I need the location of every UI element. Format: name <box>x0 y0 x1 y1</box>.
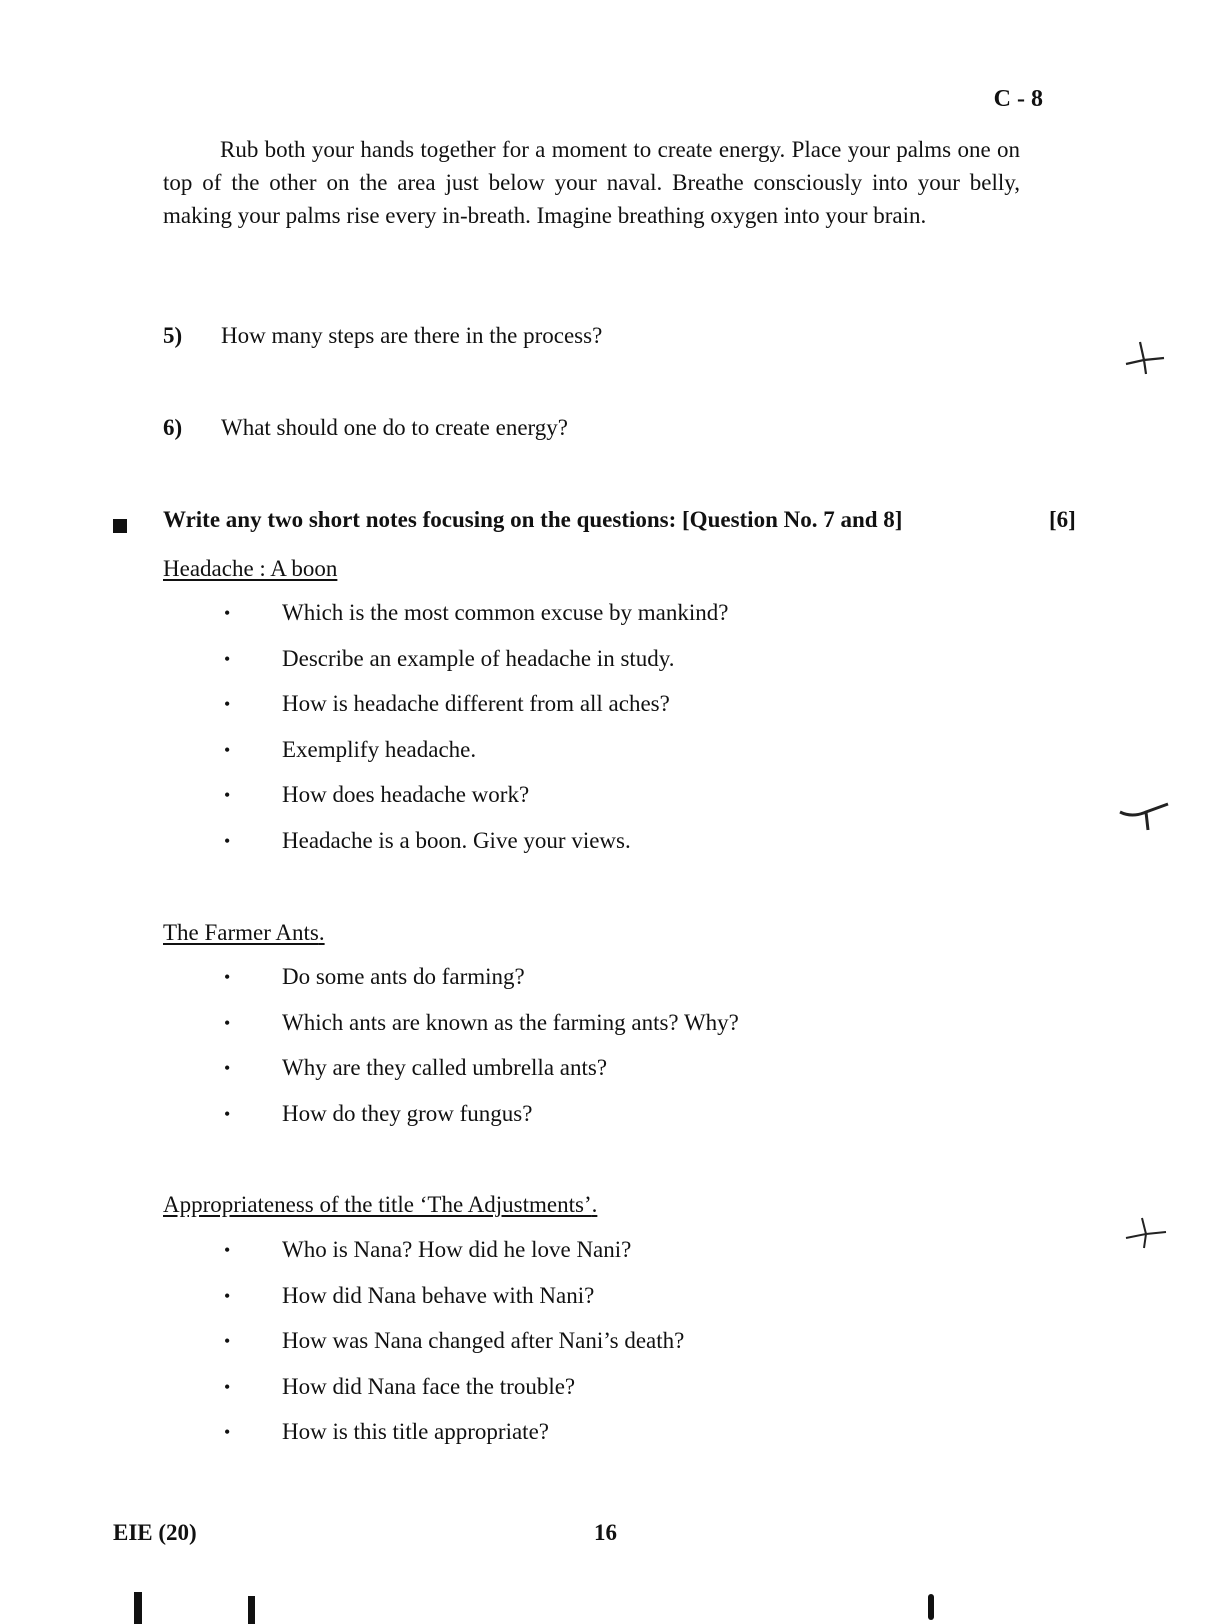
topic-title-adjustments: Appropriateness of the title ‘The Adjustments’. <box>163 1192 598 1217</box>
list-item: • How is headache different from all aches? <box>224 689 729 735</box>
scan-mark-icon <box>1118 798 1172 834</box>
scan-mark-icon <box>1120 338 1170 378</box>
topic-title-headache: Headache : A boon <box>163 556 338 581</box>
topic-points-headache <box>224 598 729 871</box>
list-item: • How did Nana behave with Nani? <box>224 1281 684 1327</box>
list-item: • Which is the most common excuse by mankind? <box>224 598 729 644</box>
list-item: • Describe an example of headache in study. <box>224 644 729 690</box>
list-item: • How did Nana face the trouble? <box>224 1372 684 1418</box>
list-item: • How does headache work? <box>224 780 729 826</box>
list-item: • How do they grow fungus? <box>224 1099 739 1145</box>
question-text: How many steps are there in the process? <box>221 323 603 348</box>
question-6 <box>163 415 568 441</box>
question-number: 5) <box>163 323 183 348</box>
square-bullet-icon <box>113 519 127 533</box>
passage-paragraph: Rub both your hands together for a moment to create energy. Place your palms one on top of the other on the area just below your naval. Breathe consciously into your belly, making your palms rise every in-breath. Imagine breathing oxygen into your brain. <box>163 137 1020 228</box>
list-item: • Who is Nana? How did he love Nani? <box>224 1235 684 1281</box>
list-item: • Exemplify headache. <box>224 735 729 781</box>
scan-bar-mark <box>134 1592 142 1624</box>
topic-points-adjustments <box>224 1235 684 1463</box>
scan-bar-mark <box>928 1594 934 1620</box>
section-marks: [6] <box>1049 507 1076 532</box>
question-number: 6) <box>163 415 183 440</box>
scan-mark-icon <box>1122 1214 1170 1252</box>
question-text: What should one do to create energy? <box>221 415 568 440</box>
section-heading: Write any two short notes focusing on the questions: [Question No. 7 and 8] <box>163 507 903 532</box>
list-item: • Do some ants do farming? <box>224 962 739 1008</box>
topic-title-farmer-ants: The Farmer Ants. <box>163 920 325 945</box>
list-item: • Which ants are known as the farming ants? Why? <box>224 1008 739 1054</box>
page-number: 16 <box>594 1520 617 1545</box>
page-code: C - 8 <box>993 86 1043 112</box>
question-5 <box>163 323 602 349</box>
list-item: • How is this title appropriate? <box>224 1417 684 1463</box>
footer-code: EIE (20) <box>113 1520 197 1545</box>
list-item: • Headache is a boon. Give your views. <box>224 826 729 872</box>
topic-points-farmer-ants <box>224 962 739 1144</box>
list-item: • How was Nana changed after Nani’s death? <box>224 1326 684 1372</box>
scan-bar-mark <box>248 1596 255 1624</box>
list-item: • Why are they called umbrella ants? <box>224 1053 739 1099</box>
